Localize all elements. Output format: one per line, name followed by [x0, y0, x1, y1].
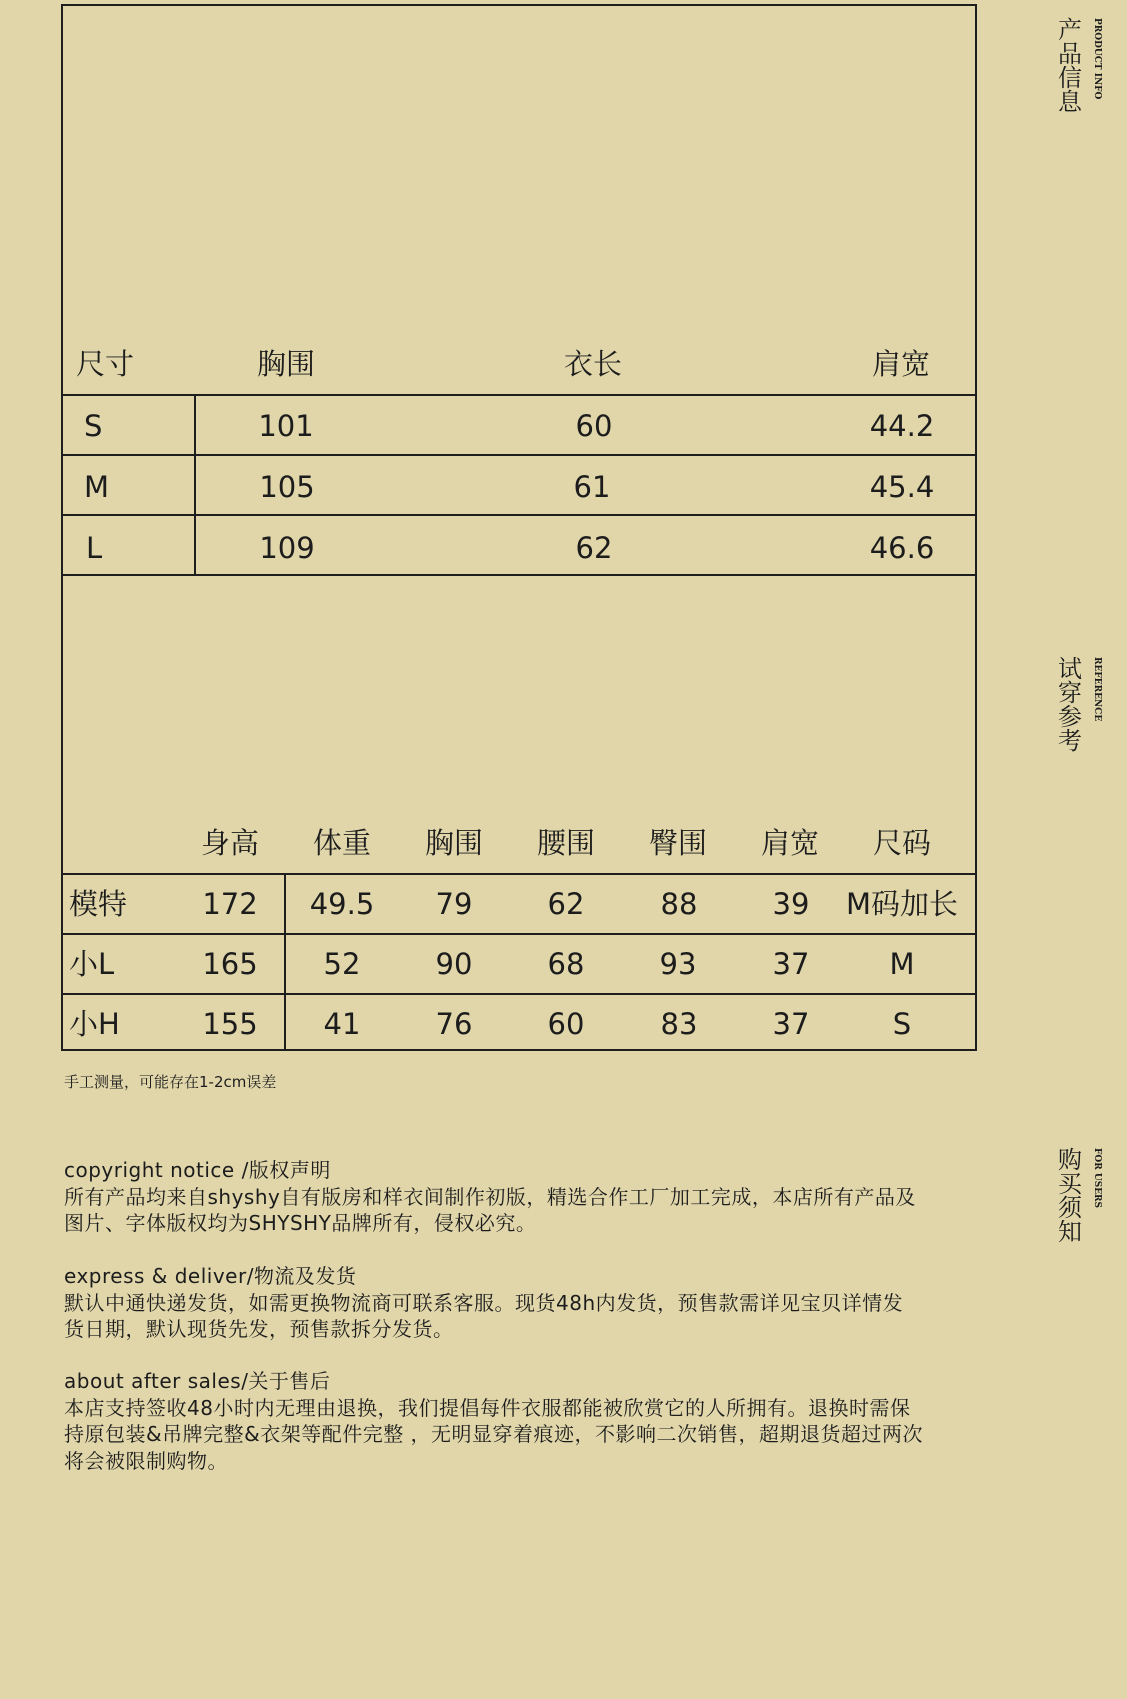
divider [61, 873, 977, 875]
section-text: 持原包装&吊牌完整&衣架等配件完整 ，无明显穿着痕迹，不影响二次销售，超期退货超过两次 [64, 1422, 924, 1446]
model-cell: 90 [435, 947, 473, 981]
model-header: 体重 [312, 826, 372, 860]
divider [61, 514, 977, 516]
divider [61, 574, 977, 576]
section-title: copyright notice /版权声明 [64, 1158, 331, 1182]
size-cell: 61 [573, 470, 611, 504]
model-cell: 62 [547, 887, 585, 921]
model-cell: 41 [323, 1007, 361, 1041]
model-cell: M码加长 [845, 887, 959, 921]
section-text: 本店支持签收48小时内无理由退换，我们提倡每件衣服都能被欣赏它的人所拥有。退换时需保 [64, 1395, 911, 1420]
side-label-cn: 产品信息 [1058, 16, 1082, 116]
model-cell: 小H [69, 1007, 120, 1041]
model-cell: S [892, 1007, 912, 1041]
model-header: 腰围 [536, 826, 596, 860]
measurement-note: 手工测量，可能存在1-2cm误差 [64, 1073, 277, 1091]
divider [61, 394, 977, 396]
model-cell: 155 [202, 1007, 258, 1041]
divider [61, 993, 977, 995]
model-cell: 76 [435, 1007, 473, 1041]
size-cell: 109 [259, 531, 315, 565]
model-cell: 小L [69, 947, 115, 981]
model-cell: 模特 [69, 887, 128, 921]
section-text: 默认中通快递发货，如需更换物流商可联系客服。现货48h内发货，预售款需详见宝贝详情发 [64, 1290, 904, 1315]
side-label-cn: 试穿参考 [1058, 655, 1082, 755]
model-cell: 165 [202, 947, 258, 981]
after-sales-section [64, 1368, 984, 1474]
size-header-chest: 胸围 [256, 347, 316, 381]
section-text: 所有产品均来自shyshy自有版房和样衣间制作初版，精选合作工厂加工完成，本店所有产品及 [64, 1184, 916, 1209]
size-cell: S [84, 409, 103, 443]
size-cell: 46.6 [869, 531, 935, 565]
model-header: 尺码 [872, 826, 932, 860]
model-cell: 52 [323, 947, 361, 981]
section-title: about after sales/关于售后 [64, 1369, 331, 1393]
size-cell: 101 [258, 409, 314, 443]
size-cell: M [84, 470, 110, 504]
model-cell: 88 [660, 887, 698, 921]
model-cell: 83 [660, 1007, 698, 1041]
size-cell: 45.4 [869, 470, 935, 504]
side-label-en: REFERENCE [1092, 657, 1102, 722]
size-header-label: 尺寸 [76, 347, 135, 381]
size-cell: 44.2 [869, 409, 935, 443]
model-cell: 37 [772, 947, 810, 981]
divider [194, 394, 196, 575]
model-cell: M [889, 947, 915, 981]
model-cell: 60 [547, 1007, 585, 1041]
section-text: 图片、字体版权均为SHYSHY品牌所有，侵权必究。 [64, 1211, 537, 1235]
model-cell: 172 [202, 887, 258, 921]
size-header-shoulder: 肩宽 [871, 347, 931, 381]
section-text: 将会被限制购物。 [64, 1448, 228, 1473]
divider [61, 933, 977, 935]
side-label-en: FOR USERS [1092, 1148, 1102, 1209]
section-text: 货日期，默认现货先发，预售款拆分发货。 [64, 1317, 454, 1341]
size-cell: 60 [575, 409, 613, 443]
model-header: 肩宽 [760, 826, 820, 860]
size-cell: L [86, 531, 103, 565]
model-header: 身高 [200, 826, 260, 860]
divider [61, 454, 977, 456]
side-label-cn: 购买须知 [1058, 1146, 1082, 1246]
model-header: 胸围 [424, 826, 484, 860]
table-frame [61, 4, 977, 1051]
copyright-section [64, 1157, 984, 1237]
section-title: express & deliver/物流及发货 [64, 1264, 357, 1288]
model-header: 臀围 [648, 826, 708, 860]
side-label-en: PRODUCT INFO [1092, 18, 1102, 100]
size-cell: 62 [575, 531, 613, 565]
model-cell: 49.5 [309, 887, 375, 921]
size-cell: 105 [259, 470, 315, 504]
model-cell: 37 [772, 1007, 810, 1041]
delivery-section [64, 1263, 984, 1343]
size-header-length: 衣长 [563, 347, 623, 381]
model-cell: 79 [435, 887, 473, 921]
model-cell: 39 [772, 887, 810, 921]
model-cell: 93 [659, 947, 697, 981]
divider [284, 873, 286, 1051]
model-cell: 68 [547, 947, 585, 981]
